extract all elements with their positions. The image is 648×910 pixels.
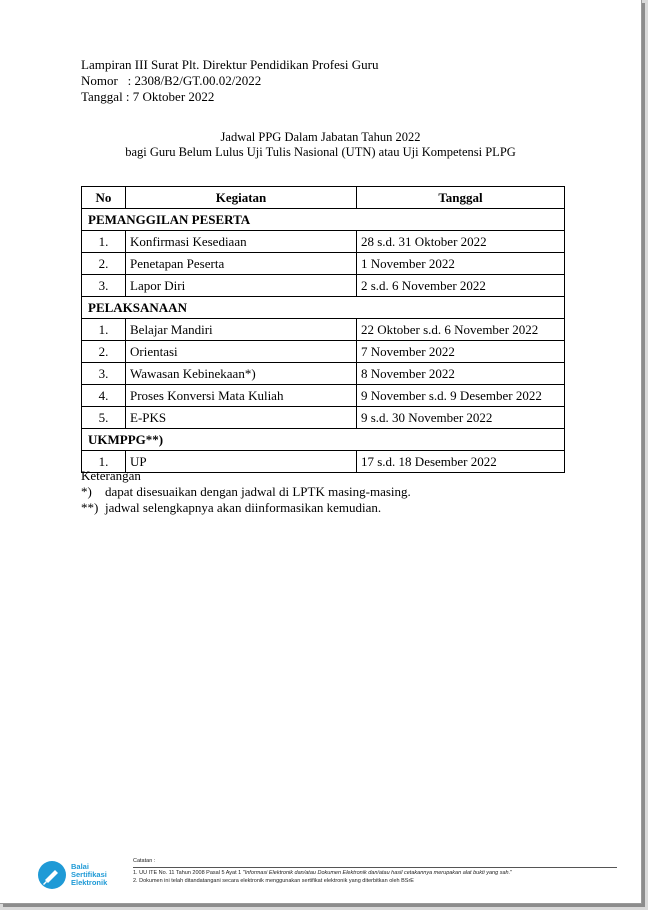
note-item [81, 484, 411, 500]
signature-pen-icon [37, 860, 67, 890]
header-kegiatan: Kegiatan [126, 187, 357, 209]
row-no: 3. [82, 275, 126, 297]
logo-line: Elektronik [71, 878, 108, 887]
title-line-1: Jadwal PPG Dalam Jabatan Tahun 2022 [220, 130, 421, 144]
row-kegiatan: Orientasi [126, 341, 357, 363]
row-tanggal: 9 November s.d. 9 Desember 2022 [357, 385, 565, 407]
footer-note-2: 2. Dokumen ini telah ditandatangani secara elektronik menggunakan sertifikat elektronik yang diterbitkan oleh BSrE [133, 878, 414, 884]
row-no: 1. [82, 319, 126, 341]
letter-number: Nomor : 2308/B2/GT.00.02/2022 [81, 73, 262, 88]
footer-note-1-suffix: " [510, 870, 513, 876]
footer-divider [133, 867, 617, 868]
schedule-table [81, 186, 565, 473]
table-row [82, 363, 565, 385]
section-title: PEMANGGILAN PESERTA [82, 209, 565, 231]
row-kegiatan: Proses Konversi Mata Kuliah [126, 385, 357, 407]
table-row [82, 253, 565, 275]
logo-text [71, 863, 107, 887]
section-row [82, 209, 565, 231]
row-tanggal: 22 Oktober s.d. 6 November 2022 [357, 319, 565, 341]
row-kegiatan: Konfirmasi Kesediaan [126, 231, 357, 253]
row-tanggal: 2 s.d. 6 November 2022 [357, 275, 565, 297]
row-no: 1. [82, 451, 126, 473]
row-tanggal: 28 s.d. 31 Oktober 2022 [357, 231, 565, 253]
table-row [82, 407, 565, 429]
row-kegiatan: E-PKS [126, 407, 357, 429]
row-kegiatan: UP [126, 451, 357, 473]
table-row [82, 275, 565, 297]
row-kegiatan: Wawasan Kebinekaan*) [126, 363, 357, 385]
note-item [81, 500, 411, 516]
bsre-logo [37, 860, 107, 890]
table-header-row [82, 187, 565, 209]
section-title: PELAKSANAAN [82, 297, 565, 319]
section-title: UKMPPG**) [82, 429, 565, 451]
title-line-2: bagi Guru Belum Lulus Uji Tulis Nasional (UTN) atau Uji Kompetensi PLPG [125, 145, 516, 159]
row-tanggal: 8 November 2022 [357, 363, 565, 385]
table-row [82, 231, 565, 253]
footer-note-1-prefix: 1. UU ITE No. 11 Tahun 2008 Pasal 5 Ayat 1 " [133, 870, 245, 876]
row-kegiatan: Lapor Diri [126, 275, 357, 297]
note-text: jadwal selengkapnya akan diinformasikan kemudian. [105, 500, 382, 515]
row-tanggal: 1 November 2022 [357, 253, 565, 275]
letter-date: Tanggal : 7 Oktober 2022 [81, 89, 215, 104]
row-tanggal: 9 s.d. 30 November 2022 [357, 407, 565, 429]
row-no: 2. [82, 341, 126, 363]
note-marker: *) [81, 484, 92, 499]
row-kegiatan: Belajar Mandiri [126, 319, 357, 341]
section-row [82, 429, 565, 451]
logo-line: Balai [71, 862, 89, 871]
footer-note-1 [133, 869, 617, 877]
row-tanggal: 7 November 2022 [357, 341, 565, 363]
schedule-title [0, 130, 641, 160]
row-no: 5. [82, 407, 126, 429]
row-no: 3. [82, 363, 126, 385]
notes-section [81, 468, 411, 516]
note-marker: **) [81, 500, 99, 515]
attachment-line: Lampiran III Surat Plt. Direktur Pendidikan Profesi Guru [81, 57, 379, 72]
row-kegiatan: Penetapan Peserta [126, 253, 357, 275]
letter-header [81, 57, 379, 105]
row-tanggal: 17 s.d. 18 Desember 2022 [357, 451, 565, 473]
table-row [82, 385, 565, 407]
notes-heading: Keterangan [81, 468, 141, 483]
row-no: 1. [82, 231, 126, 253]
row-no: 4. [82, 385, 126, 407]
footer-notes [133, 857, 617, 885]
footer-note-1-quote: Informasi Elektronik dan/atau Dokumen Elektronik dan/atau hasil cetakannya merupakan alat bukti yang sah. [244, 870, 511, 876]
catatan-label: Catatan : [133, 858, 156, 864]
logo-line: Sertifikasi [71, 870, 107, 879]
header-no: No [82, 187, 126, 209]
row-no: 2. [82, 253, 126, 275]
section-row [82, 297, 565, 319]
table-row [82, 319, 565, 341]
header-tanggal: Tanggal [357, 187, 565, 209]
note-text: dapat disesuaikan dengan jadwal di LPTK masing-masing. [105, 484, 411, 499]
table-row [82, 341, 565, 363]
